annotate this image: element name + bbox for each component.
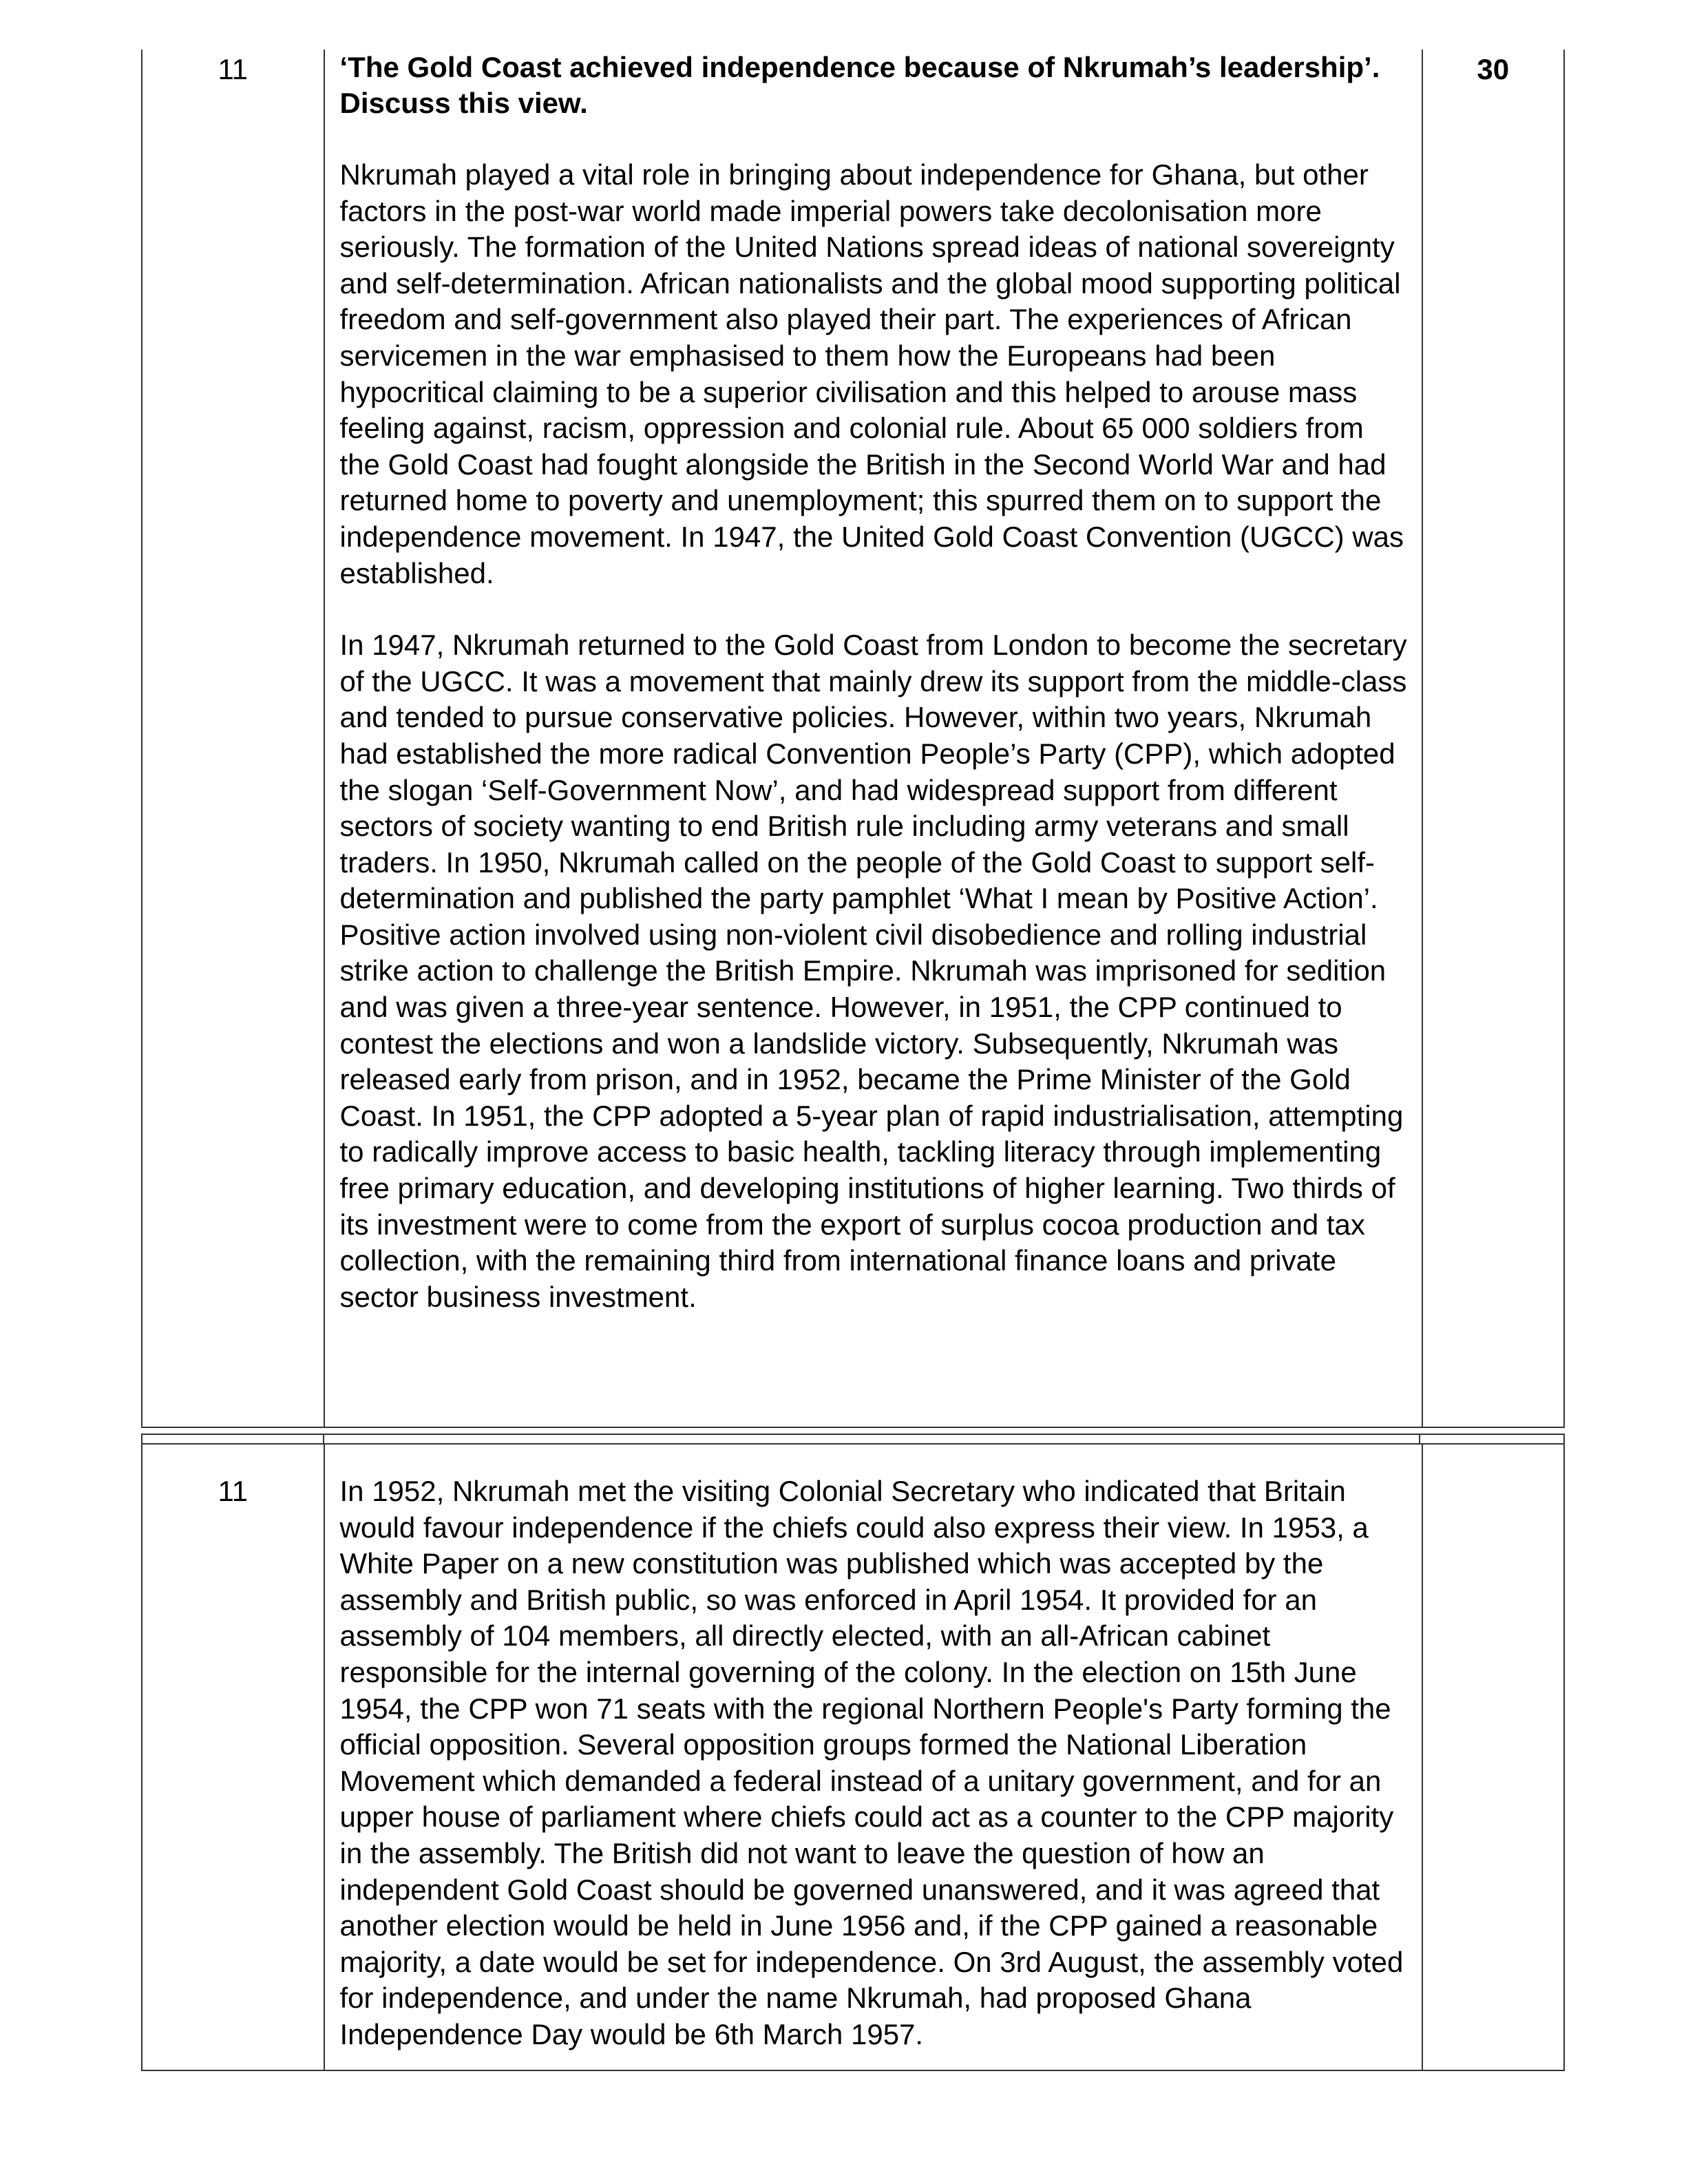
question-number: 11 — [142, 1444, 324, 2070]
marks-value — [1422, 1444, 1564, 2070]
question-text: ‘The Gold Coast achieved independence because of Nkrumah’s leadership’. Discuss this view. — [339, 51, 1380, 119]
marks-value: 30 — [1422, 50, 1564, 1427]
answer-paragraph-3: In 1952, Nkrumah met the visiting Colonial Secretary who indicated that Britain would favour independence if the chiefs could also express their view. In 1953, a White Paper on a new constitution was published which was accepted by the assembly and British public, so was enforced in April 1954. It provided for an assembly of 104 members, all directly elected, with an all-African cabinet responsible for the internal governing of the colony. In the election on 15th June 1954, the CPP won 71 seats with the regional Northern People's Party forming the official opposition. Several opposition groups formed the National Liberation Movement which demanded a federal instead of a unitary government, and for an upper house of parliament where chiefs could act as a counter to the CPP majority in the assembly. The British did not want to leave the question of how an independent Gold Coast should be governed unanswered, and it was agreed that another election would be held in June 1956 and, if the CPP gained a reasonable majority, a date would be set for independence. On 3rd August, the assembly voted for independence, and under the name Nkrumah, had proposed Ghana Independence Day would be 6th March 1957. — [339, 1475, 1404, 2050]
mark-scheme-table-part-1 — [141, 50, 1565, 1428]
answer-cell — [324, 50, 1422, 1427]
mark-scheme-table-part-2 — [141, 1443, 1565, 2071]
answer-paragraph-2: In 1947, Nkrumah returned to the Gold Coast from London to become the secretary of the UGCC. It was a movement that mainly drew its support from the middle-class and tended to pursue conservative policies. However, within two years, Nkrumah had established the more radical Convention People’s Party (CPP), which adopted the slogan ‘Self-Government Now’, and had widespread support from different sectors of society wanting to end British rule including army veterans and small traders. In 1950, Nkrumah called on the people of the Gold Coast to support self-determination and published the party pamphlet ‘What I mean by Positive Action’. Positive action involved using non-violent civil disobedience and rolling industrial strike action to challenge the British Empire. Nkrumah was imprisoned for sedition and was given a three-year sentence. However, in 1951, the CPP continued to contest the elections and won a landslide victory. Subsequently, Nkrumah was released early from prison, and in 1952, became the Prime Minister of the Gold Coast. In 1951, the CPP adopted a 5-year plan of rapid industrialisation, attempting to radically improve access to basic health, tackling literacy through implementing free primary education, and developing institutions of higher learning. Two thirds of its investment were to come from the export of surplus cocoa production and tax collection, with the remaining third from international finance loans and private sector business investment. — [339, 629, 1407, 1313]
question-number: 11 — [142, 50, 324, 1427]
table-row — [142, 50, 1564, 1427]
table-row — [142, 1444, 1564, 2070]
answer-paragraph-1: Nkrumah played a vital role in bringing about independence for Ghana, but other factors in the post-war world made imperial powers take decolonisation more seriously. The formation of the United Nations spread ideas of national sovereignty and self-determination. African nationalists and the global mood supporting political freedom and self-government also played their part. The experiences of African servicemen in the war emphasised to them how the Europeans had been hypocritical claiming to be a superior civilisation and this helped to arouse mass feeling against, racism, oppression and colonial rule. About 65 000 soldiers from the Gold Coast had fought alongside the British in the Second World War and had returned home to poverty and unemployment; this spurred them on to support the independence movement. In 1947, the United Gold Coast Convention (UGCC) was established. — [339, 158, 1404, 589]
answer-cell — [324, 1444, 1422, 2070]
